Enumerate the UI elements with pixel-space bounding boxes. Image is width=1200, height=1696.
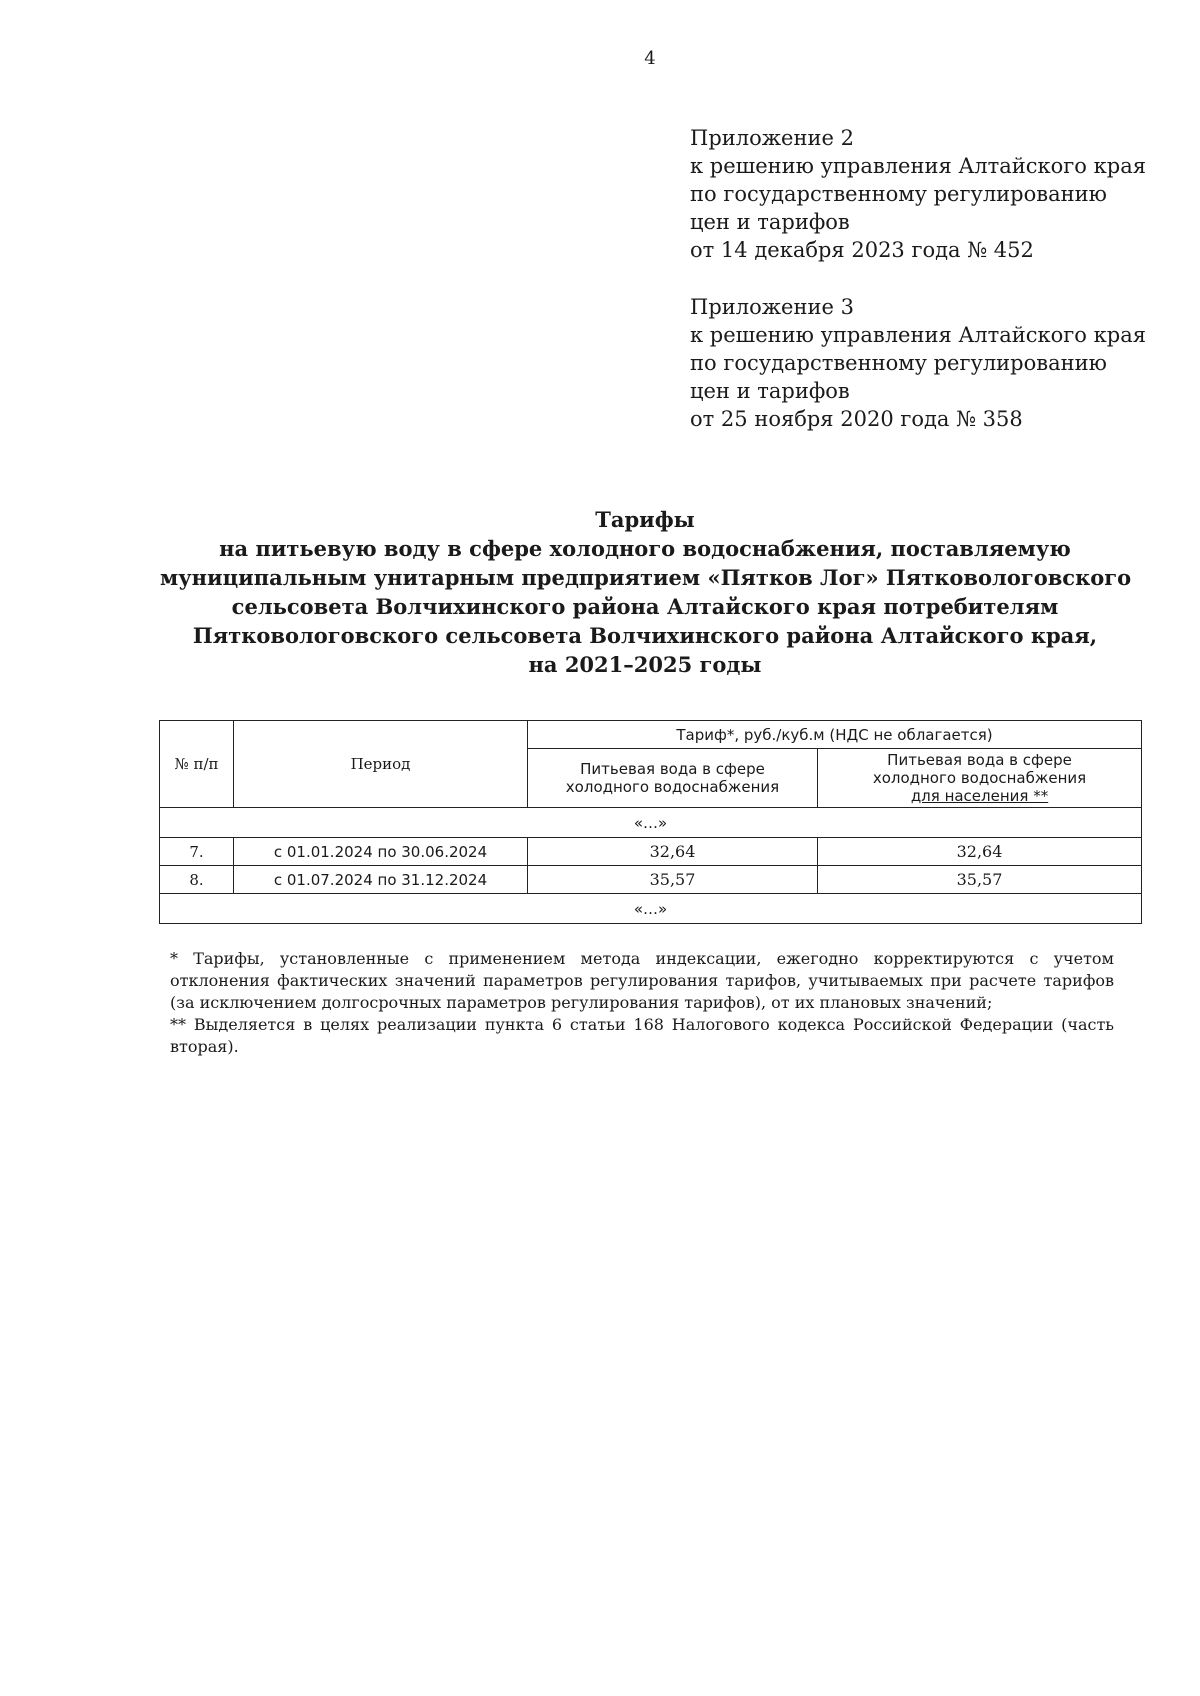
appendix-3-header: [690, 293, 1160, 433]
header-line: Питьевая вода в сфере: [580, 760, 765, 778]
header-line: холодного водоснабжения: [872, 769, 1087, 787]
page-number: 4: [644, 48, 656, 69]
appendix-3-line: Приложение 3: [690, 295, 854, 319]
table-row: [160, 838, 1142, 866]
appendix-2-line: по государственному регулированию: [690, 182, 1107, 206]
title-line: Пятковологовского сельсовета Волчихинского района Алтайского края,: [192, 623, 1098, 648]
header-period: Период: [234, 721, 528, 808]
header-drinking-water-population: [818, 749, 1142, 808]
title-line: муниципальным унитарным предприятием «Пятков Лог» Пятковологовского: [160, 565, 1132, 590]
ellipsis-row: «…»: [160, 808, 1142, 838]
header-line: Питьевая вода в сфере: [887, 751, 1072, 769]
row-period: с 01.01.2024 по 30.06.2024: [234, 838, 528, 866]
header-tariff: Тариф*, руб./куб.м (НДС не облагается): [528, 721, 1142, 749]
row-number: 8.: [160, 866, 234, 894]
footnote-indexation: * Тарифы, установленные с применением метода индексации, ежегодно корректируются с учетом отклонения фактических значений параметров регулирования тарифов, учитываемых при расчете тарифов (за исключением долгосрочных параметров регулирования тарифов), от их плановых значений;: [170, 949, 1114, 1012]
table-row: [160, 866, 1142, 894]
appendix-3-line: от 25 ноября 2020 года № 358: [690, 407, 1023, 431]
footnotes: [170, 948, 1114, 1058]
row-period: с 01.07.2024 по 31.12.2024: [234, 866, 528, 894]
document-title: [160, 505, 1130, 679]
tariff-table: [159, 720, 1142, 924]
appendix-2-line: к решению управления Алтайского края: [690, 154, 1146, 178]
appendix-3-line: к решению управления Алтайского края: [690, 323, 1146, 347]
header-drinking-water: [528, 749, 818, 808]
header-line: для населения **: [910, 787, 1049, 805]
appendix-2-header: [690, 124, 1160, 264]
ellipsis-row: «…»: [160, 894, 1142, 924]
appendix-2-line: Приложение 2: [690, 126, 854, 150]
title-line: сельсовета Волчихинского района Алтайского края потребителям: [231, 594, 1059, 619]
title-line: Тарифы: [595, 507, 695, 532]
footnote-vat: ** Выделяется в целях реализации пункта 6 статьи 168 Налогового кодекса Российской Федерации (часть вторая).: [170, 1015, 1114, 1056]
row-value-population: 32,64: [818, 838, 1142, 866]
row-value-drinking-water: 32,64: [528, 838, 818, 866]
row-value-drinking-water: 35,57: [528, 866, 818, 894]
header-number: № п/п: [160, 721, 234, 808]
appendix-2-line: от 14 декабря 2023 года № 452: [690, 238, 1034, 262]
title-line: на питьевую воду в сфере холодного водоснабжения, поставляемую: [219, 536, 1071, 561]
appendix-3-line: по государственному регулированию: [690, 351, 1107, 375]
appendix-3-line: цен и тарифов: [690, 379, 850, 403]
appendix-2-line: цен и тарифов: [690, 210, 850, 234]
title-line: на 2021–2025 годы: [528, 652, 762, 677]
header-line: холодного водоснабжения: [565, 778, 780, 796]
row-value-population: 35,57: [818, 866, 1142, 894]
row-number: 7.: [160, 838, 234, 866]
